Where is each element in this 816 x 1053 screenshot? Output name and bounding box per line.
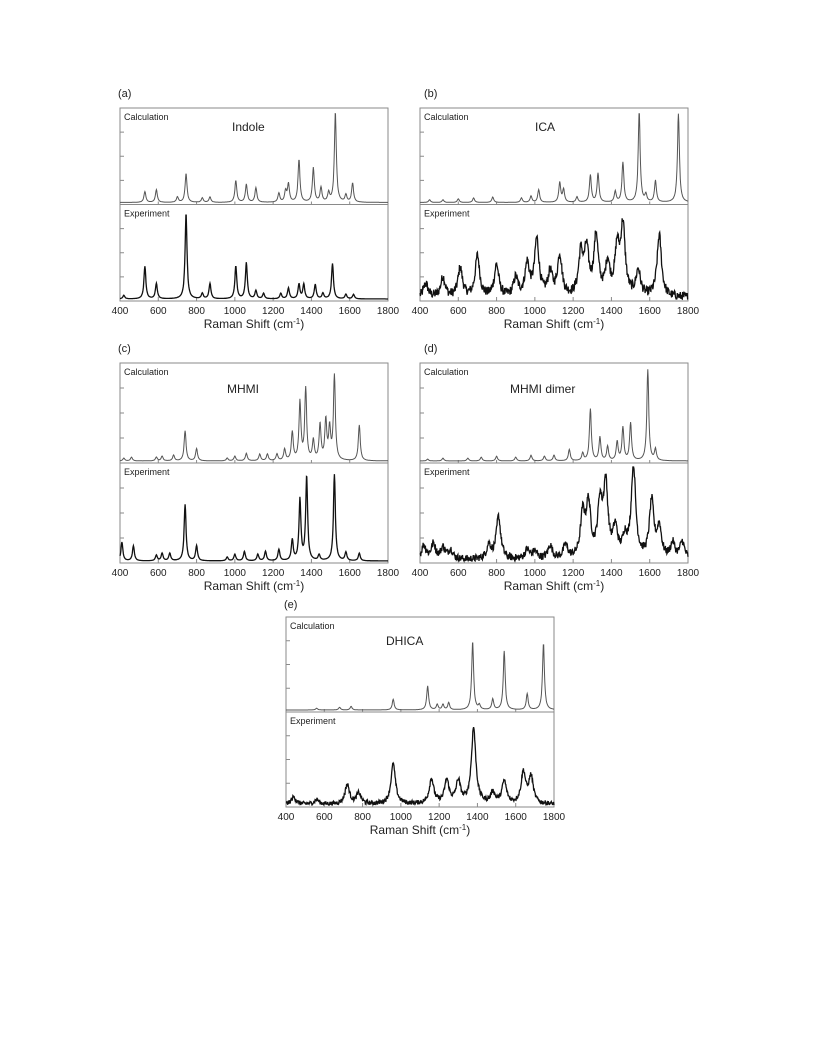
x-tick-label: 1600 [638,306,661,317]
molecule-name: ICA [535,120,556,134]
x-tick-label: 1400 [600,306,623,317]
molecule-name: Indole [232,120,265,134]
x-tick-label: 800 [188,568,205,579]
experiment-label: Experiment [424,208,470,219]
x-axis-label: Raman Shift $(cm^{-1})$ [203,317,305,331]
x-tick-label: 1800 [676,568,700,579]
x-tick-label: 800 [188,306,205,317]
x-tick-label: 1200 [262,568,285,579]
panel-d [412,343,700,593]
x-tick-label: 1000 [223,306,246,317]
x-tick-label: 1800 [376,568,400,579]
x-tick-label: 1800 [676,306,700,317]
experiment-spectrum [286,727,554,805]
panel-a [112,88,400,331]
x-tick-label: 400 [111,568,129,579]
panel-label: (b) [424,88,438,100]
experiment-label: Experiment [290,716,336,726]
x-tick-label: 1600 [338,306,361,317]
x-axis-label: Raman Shift $(cm^{-1})$ [203,579,305,593]
molecule-name: MHMI [227,382,259,396]
panel-label: (e) [284,599,298,611]
experiment-label: Experiment [124,208,170,219]
x-tick-label: 1200 [428,812,451,823]
x-tick-label: 800 [354,812,371,823]
x-tick-label: 800 [488,568,505,579]
calculation-label: Calculation [424,112,469,122]
experiment-spectrum [420,218,688,299]
x-axis-label: Raman Shift $(cm^{-1})$ [369,823,471,837]
calculation-label: Calculation [290,621,335,631]
panel-label: (a) [118,88,132,100]
panel-b [412,88,700,331]
panel-e [278,599,566,837]
calculation-label: Calculation [124,367,169,377]
x-tick-label: 1200 [562,306,585,317]
x-tick-label: 800 [488,306,505,317]
calculation-label: Calculation [124,112,169,122]
x-tick-label: 600 [315,812,333,823]
x-tick-label: 400 [111,306,129,317]
x-tick-label: 600 [449,568,467,579]
x-axis-label: Raman Shift $(cm^{-1})$ [503,317,605,331]
x-tick-label: 400 [411,306,429,317]
x-tick-label: 1200 [262,306,285,317]
x-tick-label: 1400 [300,568,323,579]
experiment-label: Experiment [424,467,470,477]
x-tick-label: 600 [449,306,467,317]
x-tick-label: 400 [277,812,295,823]
x-tick-label: 1000 [523,568,546,579]
experiment-label: Experiment [124,467,170,477]
x-tick-label: 1400 [300,306,323,317]
x-tick-label: 1400 [466,812,489,823]
x-tick-label: 400 [411,568,429,579]
x-tick-label: 1200 [562,568,585,579]
calculation-spectrum [286,643,554,710]
x-tick-label: 600 [149,568,167,579]
x-tick-label: 1600 [638,568,661,579]
x-tick-label: 1600 [504,812,527,823]
x-axis-label: Raman Shift $(cm^{-1})$ [503,579,605,593]
experiment-spectrum [420,467,688,561]
molecule-name: MHMI dimer [510,382,576,396]
panel-label: (c) [118,343,131,355]
molecule-name: DHICA [386,634,424,648]
x-tick-label: 1000 [223,568,246,579]
x-tick-label: 1800 [542,812,566,823]
experiment-spectrum [120,474,388,561]
x-tick-label: 1000 [523,306,546,317]
x-tick-label: 1400 [600,568,623,579]
calculation-label: Calculation [424,367,469,377]
experiment-spectrum [120,215,388,299]
x-tick-label: 600 [149,306,167,317]
x-tick-label: 1800 [376,306,400,317]
x-tick-label: 1600 [338,568,361,579]
panel-c [112,343,400,593]
panel-label: (d) [424,343,438,355]
x-tick-label: 1000 [389,812,412,823]
